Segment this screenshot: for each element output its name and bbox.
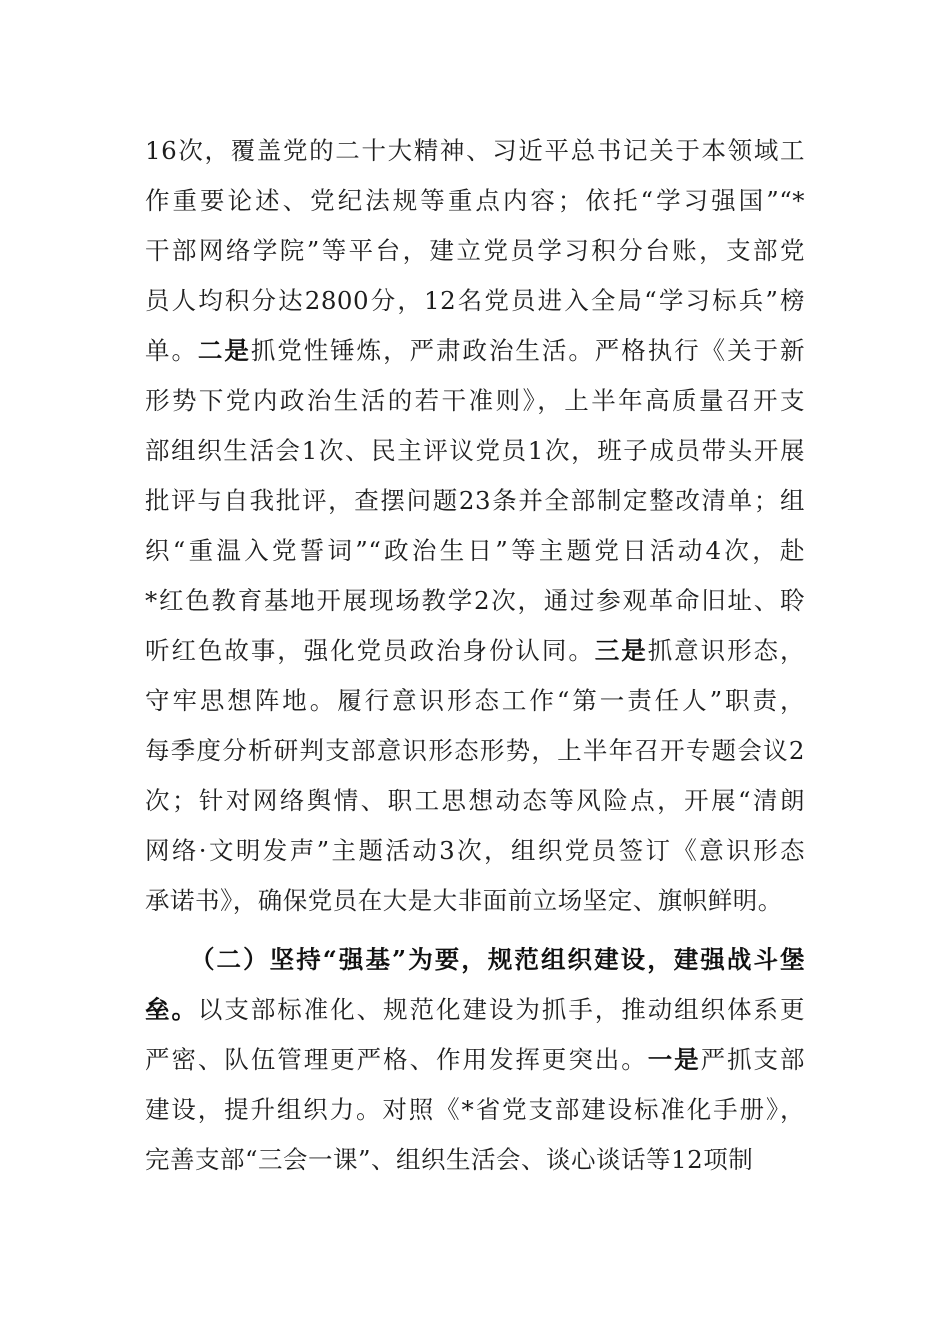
text-line — [145, 1090, 805, 1130]
text-line — [145, 231, 805, 271]
text-segment: 建设，提升组织力。对照《*省党支部建设标准化手册》， — [145, 1095, 805, 1124]
text-line — [145, 381, 805, 421]
text-segment: 16次，覆盖党的二十大精神、习近平总书记关于本领域工 — [145, 136, 805, 165]
text-segment: 以支部标准化、规范化建设为抓手，推动组织体系更 — [197, 995, 806, 1024]
text-line — [145, 831, 805, 871]
text-line — [145, 331, 805, 371]
text-line — [145, 990, 805, 1030]
text-segment: 部组织生活会1次、民主评议党员1次，班子成员带头开展 — [145, 436, 805, 465]
text-line — [145, 1040, 805, 1080]
text-segment: 次；针对网络舆情、职工思想动态等风险点，开展“清朗 — [145, 786, 805, 815]
text-segment: 守牢思想阵地。履行意识形态工作“第一责任人”职责， — [145, 686, 805, 715]
text-segment: 承诺书》，确保党员在大是大非面前立场坚定、旗帜鲜明。 — [145, 886, 783, 915]
bold-text-segment: 垒。 — [145, 995, 198, 1024]
text-segment: *红色教育基地开展现场教学2次，通过参观革命旧址、聆 — [145, 586, 805, 615]
text-segment: 织“重温入党誓词”“政治生日”等主题党日活动4次，赴 — [145, 536, 805, 565]
text-segment: 干部网络学院”等平台，建立党员学习积分台账，支部党 — [145, 236, 805, 265]
text-segment: 形势下党内政治生活的若干准则》，上半年高质量召开支 — [145, 386, 805, 415]
bold-text-segment: 一是 — [647, 1045, 701, 1074]
text-line — [145, 731, 805, 771]
text-line — [145, 581, 805, 621]
bold-text-segment: （二）坚持“强基”为要，规范组织建设，建强战斗堡 — [190, 945, 805, 974]
text-segment: 网络·文明发声”主题活动3次，组织党员签订《意识形态 — [145, 836, 805, 865]
text-segment: 员人均积分达2800分，12名党员进入全局“学习标兵”榜 — [145, 286, 805, 315]
text-line — [145, 881, 805, 921]
text-line — [145, 431, 805, 471]
text-segment: 作重要论述、党纪法规等重点内容；依托“学习强国”“* — [145, 186, 805, 215]
bold-text-segment: 三是 — [594, 636, 648, 665]
text-segment: 抓意识形态， — [647, 636, 806, 665]
text-line — [145, 131, 805, 171]
text-line — [145, 681, 805, 721]
text-segment: 单。 — [145, 336, 198, 365]
text-segment: 抓党性锤炼，严肃政治生活。严格执行《关于新 — [250, 336, 806, 365]
text-segment: 严抓支部 — [700, 1045, 806, 1074]
bold-text-segment: 二是 — [197, 336, 251, 365]
text-line — [145, 781, 805, 821]
text-line — [145, 531, 805, 571]
text-line — [145, 1140, 805, 1180]
text-line — [190, 940, 805, 980]
text-line — [145, 281, 805, 321]
text-segment: 批评与自我批评，查摆问题23条并全部制定整改清单；组 — [145, 486, 805, 515]
text-line — [145, 481, 805, 521]
text-segment: 听红色故事，强化党员政治身份认同。 — [145, 636, 595, 665]
text-segment: 每季度分析研判支部意识形态形势，上半年召开专题会议2 — [145, 736, 805, 765]
text-segment: 完善支部“三会一课”、组织生活会、谈心谈话等12项制 — [145, 1145, 754, 1174]
text-line — [145, 631, 805, 671]
text-line — [145, 181, 805, 221]
text-segment: 严密、队伍管理更严格、作用发挥更突出。 — [145, 1045, 648, 1074]
